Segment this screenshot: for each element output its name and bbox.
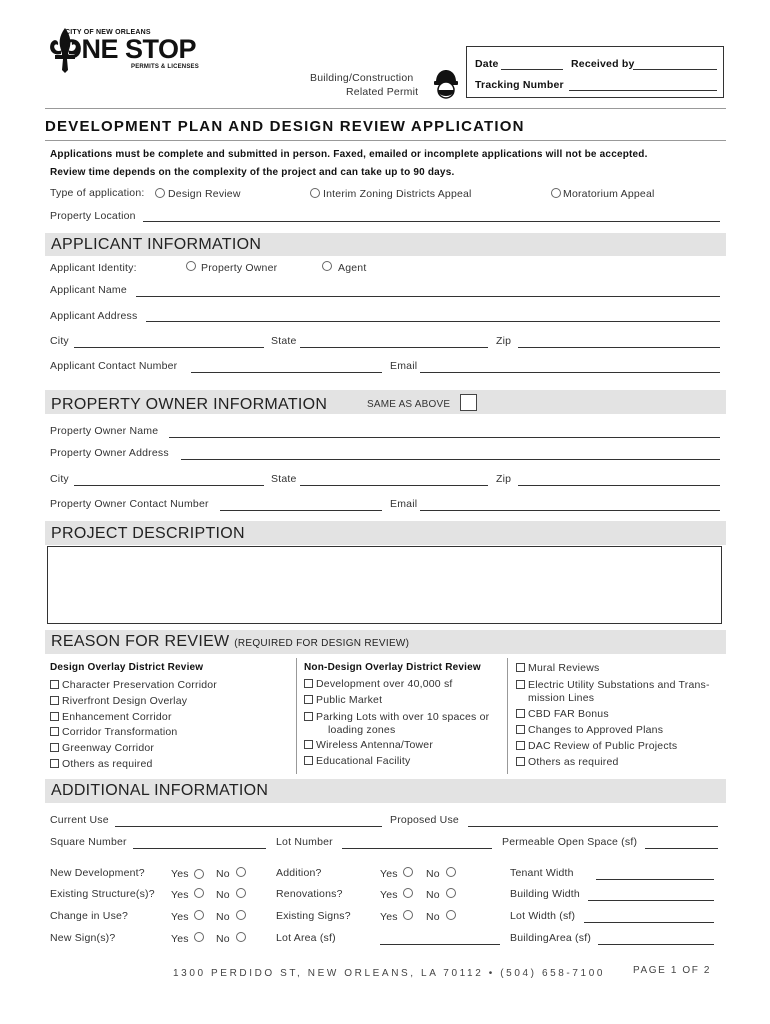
renovations-label: Renovations? <box>276 888 343 900</box>
public-market-checkbox[interactable] <box>304 695 313 704</box>
change-in-use-no-label: No <box>216 911 230 923</box>
reason-column-divider-2 <box>507 658 508 774</box>
owner-state-field[interactable] <box>300 485 488 486</box>
applicant-name-label: Applicant Name <box>50 284 127 296</box>
existing-signs-no-label: No <box>426 911 440 923</box>
existing-signs-yes-label: Yes <box>380 911 398 923</box>
lot-area-field[interactable] <box>380 944 500 945</box>
col1-others-checkbox[interactable] <box>50 759 59 768</box>
existing-structures-no-label: No <box>216 889 230 901</box>
dac-review-label: DAC Review of Public Projects <box>528 740 678 752</box>
applicant-contact-field[interactable] <box>191 372 382 373</box>
interim-zoning-label: Interim Zoning Districts Appeal <box>323 188 472 200</box>
new-signs-label: New Sign(s)? <box>50 932 116 944</box>
applicant-city-label: City <box>50 335 69 347</box>
moratorium-appeal-radio[interactable] <box>551 188 561 198</box>
permeable-open-space-label: Permeable Open Space (sf) <box>502 836 638 848</box>
owner-city-field[interactable] <box>74 485 264 486</box>
applicant-section-title: APPLICANT INFORMATION <box>51 236 262 253</box>
existing-structures-label: Existing Structure(s)? <box>50 888 155 900</box>
addition-yes-label: Yes <box>380 868 398 880</box>
same-as-above-label: SAME AS ABOVE <box>367 399 451 410</box>
reason-title-text: REASON FOR REVIEW <box>51 633 230 650</box>
building-width-label: Building Width <box>510 888 580 900</box>
existing-signs-label: Existing Signs? <box>276 910 351 922</box>
moratorium-appeal-label: Moratorium Appeal <box>563 188 655 200</box>
public-market-label: Public Market <box>316 694 383 706</box>
applicant-email-label: Email <box>390 360 418 372</box>
project-section-header <box>45 521 726 545</box>
character-preservation-checkbox[interactable] <box>50 680 59 689</box>
development-40000-checkbox[interactable] <box>304 679 313 688</box>
applicant-identity-label: Applicant Identity: <box>50 262 137 274</box>
change-in-use-label: Change in Use? <box>50 910 129 922</box>
educational-facility-checkbox[interactable] <box>304 756 313 765</box>
page-title: DEVELOPMENT PLAN AND DESIGN REVIEW APPLICATION <box>45 118 525 135</box>
riverfront-design-checkbox[interactable] <box>50 696 59 705</box>
change-in-use-no-radio[interactable] <box>236 910 246 920</box>
building-width-field[interactable] <box>588 900 714 901</box>
date-field[interactable] <box>501 69 563 70</box>
new-development-yes-radio[interactable] <box>194 869 204 879</box>
mural-reviews-label: Mural Reviews <box>528 662 600 674</box>
wireless-antenna-label: Wireless Antenna/Tower <box>316 739 434 751</box>
educational-facility-label: Educational Facility <box>316 755 411 767</box>
header-divider <box>45 108 726 109</box>
parking-lots-label: Parking Lots with over 10 spaces or <box>316 711 490 723</box>
changes-approved-plans-label: Changes to Approved Plans <box>528 724 664 736</box>
col3-others-label: Others as required <box>528 756 619 768</box>
square-number-label: Square Number <box>50 836 127 848</box>
footer-page-number: PAGE 1 OF 2 <box>633 965 711 976</box>
applicant-name-field[interactable] <box>136 296 720 297</box>
type-of-application-label: Type of application: <box>50 187 145 199</box>
building-area-label: BuildingArea (sf) <box>510 932 592 944</box>
permit-type-line1: Building/Construction <box>310 72 414 84</box>
received-by-label: Received by <box>571 58 635 70</box>
electric-utility-label: Electric Utility Substations and Trans- <box>528 679 710 691</box>
parking-lots-checkbox[interactable] <box>304 712 313 721</box>
new-development-yes-label: Yes <box>171 868 189 880</box>
lot-width-label: Lot Width (sf) <box>510 910 576 922</box>
owner-zip-label: Zip <box>496 473 512 485</box>
footer-address: 1300 PERDIDO ST, NEW ORLEANS, LA 70112 • (504) 658-7100 <box>173 968 606 979</box>
owner-section-title: PROPERTY OWNER INFORMATION <box>51 396 328 413</box>
property-location-label: Property Location <box>50 210 136 222</box>
change-in-use-yes-radio[interactable] <box>194 910 204 920</box>
intro-line-2: Review time depends on the complexity of the project and can take up to 90 days. <box>50 167 455 178</box>
owner-zip-field[interactable] <box>518 485 720 486</box>
cbd-far-bonus-label: CBD FAR Bonus <box>528 708 609 720</box>
new-development-no-label: No <box>216 868 230 880</box>
applicant-state-field[interactable] <box>300 347 488 348</box>
tracking-number-field[interactable] <box>569 90 717 91</box>
owner-name-field[interactable] <box>169 437 720 438</box>
existing-structures-yes-radio[interactable] <box>194 888 204 898</box>
reason-section-title <box>51 633 409 651</box>
date-label: Date <box>475 58 499 70</box>
reason-section-header <box>45 630 726 654</box>
existing-signs-yes-radio[interactable] <box>403 910 413 920</box>
lot-area-label: Lot Area (sf) <box>276 932 336 944</box>
owner-state-label: State <box>271 473 297 485</box>
current-use-label: Current Use <box>50 814 109 826</box>
applicant-city-field[interactable] <box>74 347 264 348</box>
property-owner-radio[interactable] <box>186 261 196 271</box>
design-overlay-heading: Design Overlay District Review <box>50 662 204 673</box>
applicant-address-label: Applicant Address <box>50 310 138 322</box>
one-stop-logo <box>45 26 215 76</box>
permeable-open-space-field[interactable] <box>645 848 718 849</box>
dac-review-checkbox[interactable] <box>516 741 525 750</box>
owner-email-field[interactable] <box>420 510 720 511</box>
received-by-field[interactable] <box>633 69 717 70</box>
cbd-far-bonus-checkbox[interactable] <box>516 709 525 718</box>
applicant-section-header <box>45 233 726 256</box>
existing-structures-no-radio[interactable] <box>236 888 246 898</box>
design-review-label: Design Review <box>168 188 241 200</box>
owner-name-label: Property Owner Name <box>50 425 159 437</box>
agent-radio[interactable] <box>322 261 332 271</box>
intro-line-1: Applications must be complete and submitted in person. Faxed, emailed or incomplete applications will not be accepted. <box>50 149 648 160</box>
new-development-no-radio[interactable] <box>236 867 246 877</box>
electric-utility-checkbox[interactable] <box>516 680 525 689</box>
title-divider <box>45 140 726 141</box>
logo-top-text: CITY OF NEW ORLEANS <box>65 29 151 36</box>
logo-main-text: ONE STOP <box>61 34 197 64</box>
design-review-radio[interactable] <box>155 188 165 198</box>
mural-reviews-checkbox[interactable] <box>516 663 525 672</box>
lot-width-field[interactable] <box>584 922 714 923</box>
corridor-transformation-checkbox[interactable] <box>50 727 59 736</box>
parking-lots-label-cont: loading zones <box>328 724 396 736</box>
logo-sub-text: PERMITS & LICENSES <box>131 64 199 70</box>
applicant-zip-label: Zip <box>496 335 512 347</box>
greenway-corridor-label: Greenway Corridor <box>62 742 155 754</box>
corridor-transformation-label: Corridor Transformation <box>62 726 178 738</box>
addition-yes-radio[interactable] <box>403 867 413 877</box>
owner-section-header <box>45 390 726 414</box>
addition-label: Addition? <box>276 867 322 879</box>
applicant-contact-label: Applicant Contact Number <box>50 360 178 372</box>
reason-column-divider-1 <box>296 658 297 774</box>
hardhat-icon <box>433 68 459 100</box>
enhancement-corridor-checkbox[interactable] <box>50 712 59 721</box>
col3-others-checkbox[interactable] <box>516 757 525 766</box>
character-preservation-label: Character Preservation Corridor <box>62 679 218 691</box>
interim-zoning-radio[interactable] <box>310 188 320 198</box>
addition-no-radio[interactable] <box>446 867 456 877</box>
renovations-yes-label: Yes <box>380 889 398 901</box>
existing-signs-no-radio[interactable] <box>446 910 456 920</box>
existing-structures-yes-label: Yes <box>171 889 189 901</box>
greenway-corridor-checkbox[interactable] <box>50 743 59 752</box>
property-location-field[interactable] <box>143 221 720 222</box>
lot-number-label: Lot Number <box>276 836 333 848</box>
electric-utility-label-cont: mission Lines <box>528 692 595 704</box>
office-use-box <box>466 46 724 98</box>
col1-others-label: Others as required <box>62 758 153 770</box>
owner-address-label: Property Owner Address <box>50 447 169 459</box>
additional-section-header <box>45 779 726 803</box>
property-owner-label: Property Owner <box>201 262 278 274</box>
owner-address-field[interactable] <box>181 459 720 460</box>
changes-approved-plans-checkbox[interactable] <box>516 725 525 734</box>
proposed-use-label: Proposed Use <box>390 814 459 826</box>
new-signs-no-radio[interactable] <box>236 932 246 942</box>
building-area-field[interactable] <box>598 944 714 945</box>
reason-subtitle-text: (REQUIRED FOR DESIGN REVIEW) <box>234 638 410 649</box>
applicant-zip-field[interactable] <box>518 347 720 348</box>
square-number-field[interactable] <box>133 848 266 849</box>
owner-email-label: Email <box>390 498 418 510</box>
new-signs-yes-radio[interactable] <box>194 932 204 942</box>
new-signs-no-label: No <box>216 933 230 945</box>
additional-section-title: ADDITIONAL INFORMATION <box>51 782 269 799</box>
project-description-textarea[interactable] <box>47 546 722 624</box>
applicant-address-field[interactable] <box>146 321 720 322</box>
project-section-title: PROJECT DESCRIPTION <box>51 525 245 542</box>
tracking-number-label: Tracking Number <box>475 79 564 91</box>
new-signs-yes-label: Yes <box>171 933 189 945</box>
addition-no-label: No <box>426 868 440 880</box>
lot-number-field[interactable] <box>342 848 492 849</box>
applicant-state-label: State <box>271 335 297 347</box>
development-40000-label: Development over 40,000 sf <box>316 678 453 690</box>
applicant-email-field[interactable] <box>420 372 720 373</box>
enhancement-corridor-label: Enhancement Corridor <box>62 711 172 723</box>
wireless-antenna-checkbox[interactable] <box>304 740 313 749</box>
tenant-width-label: Tenant Width <box>510 867 574 879</box>
owner-contact-field[interactable] <box>220 510 382 511</box>
renovations-yes-radio[interactable] <box>403 888 413 898</box>
same-as-above-checkbox[interactable] <box>460 394 477 411</box>
riverfront-design-label: Riverfront Design Overlay <box>62 695 188 707</box>
current-use-field[interactable] <box>115 826 382 827</box>
agent-label: Agent <box>338 262 367 274</box>
renovations-no-label: No <box>426 889 440 901</box>
non-design-overlay-heading: Non-Design Overlay District Review <box>304 662 481 673</box>
new-development-label: New Development? <box>50 867 145 879</box>
permit-type-line2: Related Permit <box>346 86 419 98</box>
change-in-use-yes-label: Yes <box>171 911 189 923</box>
owner-city-label: City <box>50 473 69 485</box>
tenant-width-field[interactable] <box>596 879 714 880</box>
proposed-use-field[interactable] <box>468 826 718 827</box>
owner-contact-label: Property Owner Contact Number <box>50 498 209 510</box>
renovations-no-radio[interactable] <box>446 888 456 898</box>
